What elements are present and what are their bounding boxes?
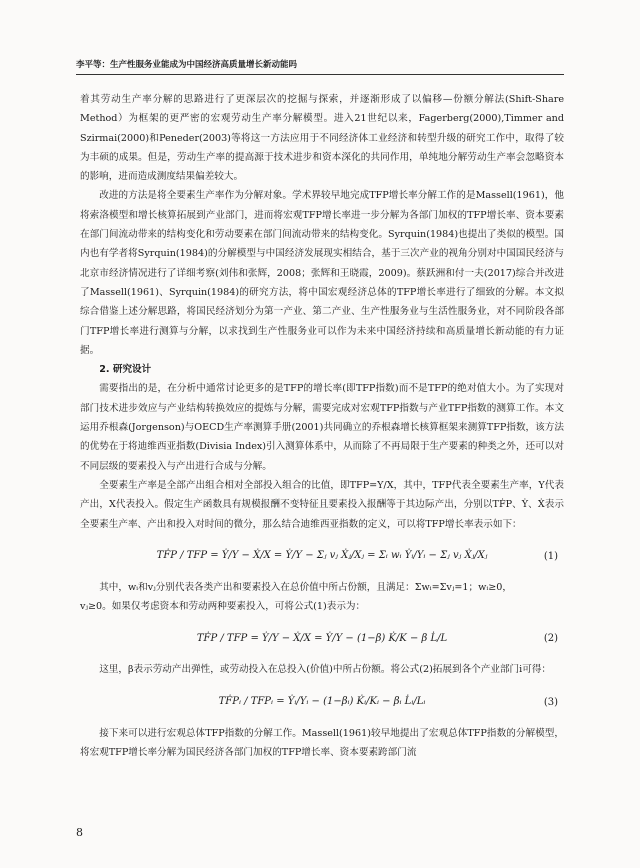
section-heading: 2. 研究设计 [99,364,152,376]
body-paragraph: 着其劳动生产率分解的思路进行了更深层次的挖掘与探索，并逐渐形成了以偏移—份额分解法(Shift-Share Method）为框架的更严密的宏观劳动生产率分解模型。进入21世纪以来，Fagerberg(2000),Timmer and Szirmai(2000)和Peneder(2003)等将这一方法应用于不同经济体工业经济和转型升级的研究工作中，取得了较为丰硕的成果。但是，劳动生产率的提高源于技术进步和资本深化的共同作用，单纯地分解劳动生产率会忽略资本的影响，进而造成测度结果偏差较大。 [80,94,564,183]
equation-2-number: (2) [543,633,558,645]
equation-3 [80,680,564,724]
header-rule [76,74,564,75]
equation-1-formula: TḞP / TFP = Ẏ/Y − Ẋ/X = Ẏ/Y − Σⱼ vⱼ Ẋⱼ/Xⱼ = Σᵢ wᵢ Ẏᵢ/Yᵢ − Σⱼ vⱼ Ẋⱼ/Xⱼ [156,550,488,562]
body-paragraph: 这里，β表示劳动产出弹性，或劳动投入在总投入(价值)中所占份额。将公式(2)拓展到各个产业部门i可得： [99,664,552,676]
equation-2-formula: TḞP / TFP = Ẏ/Y − Ẋ/X = Ẏ/Y − (1−β) K̇/K − β L̇/L [196,632,448,644]
equation-1-number: (1) [543,550,558,562]
body-paragraph: 需要指出的是，在分析中通常讨论更多的是TFP的增长率(即TFP指数)而不是TFP的绝对值大小。为了实现对部门技术进步效应与产业结构转换效应的提炼与分解，需要完成对宏观TFP指数与产业TFP指数的测算工作。本文运用乔根森(Jorgenson)与OECD生产率测算手册(2001)共同确立的乔根森增长核算框架来测算TFP指数，该方法的优势在于将迪维西亚指数(Divisia Index)引入测算体系中，从而除了不再局限于生产要素的种类之外，还可以对不同层级的要素投入与产出进行合成与分解。 [80,383,564,472]
article-body [80,90,564,762]
equation-1 [80,534,564,578]
body-paragraph: 改进的方法是将全要素生产率作为分解对象。学术界较早地完成TFP增长率分解工作的是Massell(1961)，他将索洛模型和增长核算拓展到产业部门，进而将宏观TFP增长率进一步分解为各部门加权的TFP增长率、资本要素在部门间流动带来的结构变化和劳动要素在部门间流动带来的结构变化。Syrquin(1984)也提出了类似的模型。国内也有学者将Syrquin(1984)的分解模型与中国经济发展现实相结合，基于三次产业的视角分别对中国国民经济与北京市经济情况进行了详细考察(刘伟和张辉，2008；张辉和王晓霞，2009)。蔡跃洲和付一夫(2017)综合并改进了Massell(1961)、Syrquin(1984)的研究方法，将中国宏观经济总体的TFP增长率进行了细致的分解。本文拟综合借鉴上述分解思路，将国民经济划分为第一产业、第二产业、生产性服务业与生活性服务业，对不同阶段各部门TFP增长率进行测算与分解，以求找到生产性服务业可以作为未来中国经济持续和高质量增长新动能的有力证据。 [80,190,564,356]
body-paragraph: 全要素生产率是全部产出组合相对全部投入组合的比值，即TFP=Y/X，其中，TFP代表全要素生产率，Y代表产出，X代表投入。假定生产函数具有规模报酬不变特征且要素投入报酬等于其边际产出，分别以TḞP、Ẏ、Ẋ表示全要素生产率、产出和投入对时间的微分，那么结合迪维西亚指数的定义，可以将TFP增长率表示如下： [80,479,564,530]
equation-2 [80,616,564,660]
body-paragraph: 接下来可以进行宏观总体TFP指数的分解工作。Massell(1961)较早地提出了宏观总体TFP指数的分解模型，将宏观TFP增长率分解为国民经济各部门加权的TFP增长率、资本要素跨部门流 [80,727,564,759]
running-header: 李平等：生产性服务业能成为中国经济高质量增长新动能吗 [76,60,298,70]
body-paragraph: 其中，wᵢ和vⱼ分别代表各类产出和要素投入在总价值中所占份额，且满足：Σwᵢ=Σvⱼ=1；wᵢ≥0， [99,581,513,593]
equation-3-formula: TḞPᵢ / TFPᵢ = Ẏᵢ/Yᵢ − (1−βᵢ) K̇ᵢ/Kᵢ − βᵢ L̇ᵢ/Lᵢ [218,696,426,708]
body-paragraph: vⱼ≥0。如果仅考虑资本和劳动两种要素投入，可将公式(1)表示为： [80,601,366,613]
equation-3-number: (3) [543,696,558,708]
page-number: 8 [76,826,83,839]
